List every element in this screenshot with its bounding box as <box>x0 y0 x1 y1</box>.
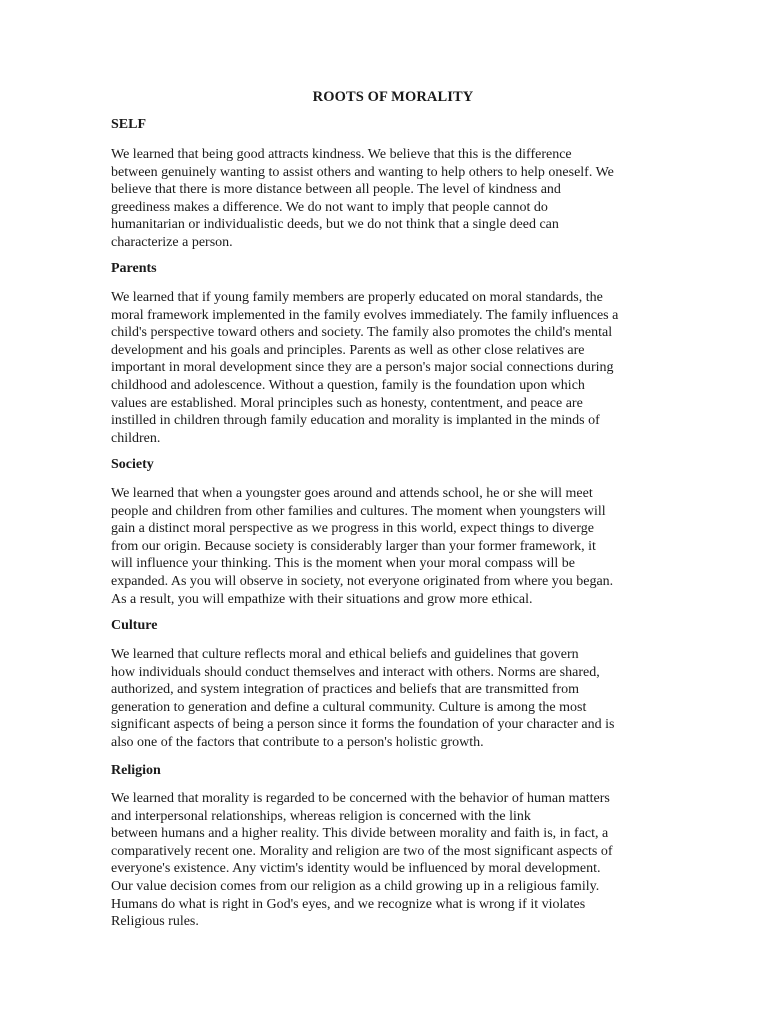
paragraph-line: We learned that when a youngster goes around and attends school, he or she will meet <box>111 486 593 501</box>
paragraph-line: people and children from other families and cultures. The moment when youngsters will <box>111 503 606 519</box>
section-paragraph-self <box>111 146 649 252</box>
section-heading-religion: Religion <box>111 763 161 778</box>
paragraph-line: authorized, and system integration of practices and beliefs that are transmitted from <box>111 682 580 698</box>
paragraph-line: between genuinely wanting to assist others and wanting to help others to help oneself. We <box>111 164 614 180</box>
paragraph-line: children. <box>111 430 161 446</box>
paragraph-line: expanded. As you will observe in society, not everyone originated from where you began. <box>111 573 614 589</box>
section-paragraph-religion <box>111 790 649 931</box>
paragraph-line: significant aspects of being a person since it forms the foundation of your character and is <box>111 717 615 733</box>
paragraph-line: everyone's existence. Any victim's identity would be influenced by moral development. <box>111 861 601 877</box>
paragraph-line: child's perspective toward others and society. The family also promotes the child's mental <box>111 325 613 341</box>
paragraph-line: We learned that being good attracts kindness. We believe that this is the difference <box>111 147 572 162</box>
paragraph-line: childhood and adolescence. Without a question, family is the foundation upon which <box>111 377 585 393</box>
paragraph-line: also one of the factors that contribute to a person's holistic growth. <box>111 734 484 750</box>
paragraph-line: values are established. Moral principles such as honesty, contentment, and peace are <box>111 395 583 411</box>
paragraph-line: Our value decision comes from our religion as a child growing up in a religious family. <box>111 878 600 894</box>
section-heading-parents: Parents <box>111 261 157 276</box>
paragraph-line: important in moral development since they are a person's major social connections during <box>111 360 614 376</box>
section-heading-society: Society <box>111 457 154 472</box>
paragraph-line: development and his goals and principles. Parents as well as other close relatives are <box>111 342 585 358</box>
section-heading-culture: Culture <box>111 618 158 633</box>
paragraph-line: characterize a person. <box>111 234 233 250</box>
section-paragraph-culture <box>111 646 649 752</box>
paragraph-line: will influence your thinking. This is the moment when your moral compass will be <box>111 556 576 572</box>
paragraph-line: humanitarian or individualistic deeds, but we do not think that a single deed can <box>111 217 559 233</box>
paragraph-line: believe that there is more distance between all people. The level of kindness and <box>111 182 561 198</box>
paragraph-line: Religious rules. <box>111 914 199 930</box>
paragraph-line: We learned that culture reflects moral and ethical beliefs and guidelines that govern <box>111 647 579 662</box>
paragraph-line: and interpersonal relationships, whereas religion is concerned with the link <box>111 808 531 824</box>
section-paragraph-society <box>111 485 649 608</box>
paragraph-line: comparatively recent one. Morality and religion are two of the most significant aspects of <box>111 843 613 859</box>
paragraph-line: greediness makes a difference. We do not want to imply that people cannot do <box>111 199 548 215</box>
paragraph-line: moral framework implemented in the family evolves immediately. The family influences a <box>111 307 619 323</box>
paragraph-line: from our origin. Because society is considerably larger than your former framework, it <box>111 538 596 554</box>
paragraph-line: We learned that if young family members are properly educated on moral standards, the <box>111 290 603 305</box>
paragraph-line: instilled in children through family education and morality is implanted in the minds of <box>111 413 600 429</box>
paragraph-line: how individuals should conduct themselves and interact with others. Norms are shared, <box>111 664 600 680</box>
paragraph-line: generation to generation and define a cultural community. Culture is among the most <box>111 699 587 715</box>
page-title: ROOTS OF MORALITY <box>312 89 474 105</box>
paragraph-line: between humans and a higher reality. This divide between morality and faith is, in fact, a <box>111 826 609 842</box>
section-heading-self: SELF <box>111 117 147 132</box>
section-paragraph-parents <box>111 289 649 447</box>
paragraph-line: gain a distinct moral perspective as we progress in this world, expect things to diverge <box>111 521 595 537</box>
paragraph-line: We learned that morality is regarded to be concerned with the behavior of human matters <box>111 791 610 806</box>
paragraph-line: As a result, you will empathize with their situations and grow more ethical. <box>111 591 533 607</box>
paragraph-line: Humans do what is right in God's eyes, and we recognize what is wrong if it violates <box>111 896 586 912</box>
